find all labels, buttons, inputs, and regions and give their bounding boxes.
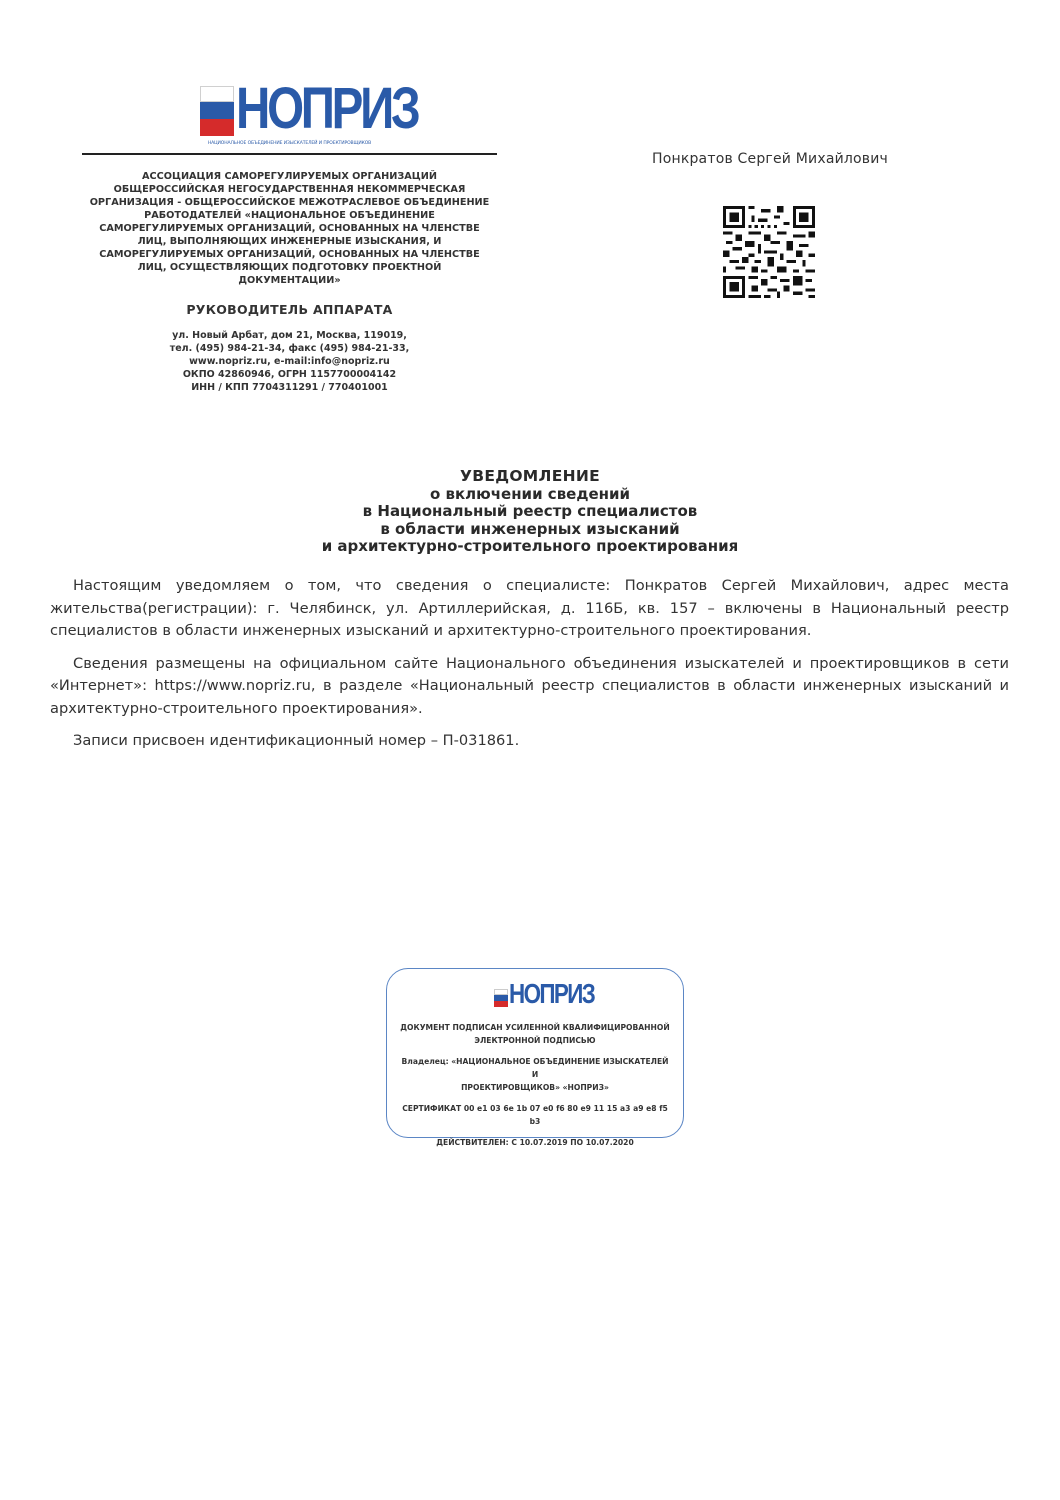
contact-line: тел. (495) 984-21-34, факс (495) 984-21-33, (169, 343, 410, 354)
stamp-signed-line: ЭЛЕКТРОННОЙ ПОДПИСЬЮ (474, 1036, 596, 1045)
stamp-logo-text: НОПРИЗ (509, 978, 595, 1009)
letterhead (82, 76, 497, 394)
contact-line: ОКПО 42860946, ОГРН 1157700004142 (182, 369, 397, 380)
title-line: и архитектурно-строительного проектирования (321, 537, 739, 555)
notice-body (50, 575, 1009, 763)
notice-title (50, 468, 1010, 556)
organization-name: АССОЦИАЦИЯ САМОРЕГУЛИРУЕМЫХ ОРГАНИЗАЦИЙ ОБЩЕРОССИЙСКАЯ НЕГОСУДАРСТВЕННАЯ НЕКОММЕРЧЕСКАЯ ОРГАНИЗАЦИЯ - ОБЩЕРОССИЙСКОЕ МЕЖОТРАСЛЕВОЕ ОБЪЕДИНЕНИЕ РАБОТОДАТЕЛЕЙ «НАЦИОНАЛЬНОЕ ОБЪЕДИНЕНИЕ САМОРЕГУЛИРУЕМЫХ ОРГАНИЗАЦИЙ, ОСНОВАННЫХ НА ЧЛЕНСТВЕ ЛИЦ, ВЫПОЛНЯЮЩИХ ИНЖЕНЕРНЫЕ ИЗЫСКАНИЯ, И САМОРЕГУЛИРУЕМЫХ ОРГАНИЗАЦИЙ, ОСНОВАННЫХ НА ЧЛЕНСТВЕ ЛИЦ, ОСУЩЕСТВЛЯЮЩИХ ПОДГОТОВКУ ПРОЕКТНОЙ ДОКУМЕНТАЦИИ» (89, 171, 490, 286)
contact-line: www.nopriz.ru, e-mail:info@nopriz.ru (189, 356, 390, 367)
contact-line: ул. Новый Арбат, дом 21, Москва, 119019, (172, 330, 407, 341)
contact-line: ИНН / КПП 7704311291 / 770401001 (191, 382, 388, 393)
header-divider (82, 153, 497, 155)
stamp-owner-line: Владелец: «НАЦИОНАЛЬНОЕ ОБЪЕДИНЕНИЕ ИЗЫСКАТЕЛЕЙ И (401, 1057, 669, 1079)
logo-text: НОПРИЗ (235, 76, 418, 141)
stamp-validity: ДЕЙСТВИТЕЛЕН: С 10.07.2019 ПО 10.07.2020 (436, 1138, 634, 1147)
body-paragraph: Настоящим уведомляем о том, что сведения о специалисте: Понкратов Сергей Михайлович, адрес места жительства(регистрации): г. Челябинск, ул. Артиллерийская, д. 116Б, кв. 157 – включены в Национальный реестр специалистов в области инженерных изысканий и архитектурно-строительного проектирования. (50, 577, 1009, 639)
russian-flag-icon (200, 86, 234, 136)
russian-flag-icon (494, 989, 508, 1007)
stamp-certificate: СЕРТИФИКАТ 00 e1 03 6e 1b 07 e0 f6 80 e9 11 15 a3 a9 e8 f5 b3 (402, 1104, 668, 1126)
stamp-owner-line: ПРОЕКТИРОВЩИКОВ» «НОПРИЗ» (461, 1083, 609, 1092)
organization-role: РУКОВОДИТЕЛЬ АППАРАТА (186, 302, 393, 317)
nopriz-logo-icon (200, 76, 418, 150)
page-title: УВЕДОМЛЕНИЕ (459, 467, 601, 485)
body-paragraph: Сведения размещены на официальном сайте Национального объединения изыскателей и проектировщиков в сети «Интернет»: https://www.nopriz.ru, в разделе «Национальный реестр специалистов в области инженерных изысканий и архитектурно-строительного проектирования». (50, 654, 1009, 717)
stamp-signed-line: ДОКУМЕНТ ПОДПИСАН УСИЛЕННОЙ КВАЛИФИЦИРОВАННОЙ (400, 1023, 670, 1032)
recipient-name: Понкратов Сергей Михайлович (651, 151, 889, 167)
title-line: о включении сведений (429, 484, 631, 503)
qr-code-icon (723, 206, 815, 298)
electronic-signature-stamp (386, 968, 684, 1147)
title-line: в Национальный реестр специалистов (362, 502, 698, 520)
body-paragraph: Записи присвоен идентификационный номер – П-031861. (73, 732, 520, 749)
stamp-logo-icon (494, 978, 595, 1011)
organization-contacts (82, 329, 497, 394)
logo-subtitle: НАЦИОНАЛЬНОЕ ОБЪЕДИНЕНИЕ ИЗЫСКАТЕЛЕЙ И ПРОЕКТИРОВЩИКОВ (207, 141, 372, 146)
title-line: в области инженерных изысканий (380, 519, 680, 538)
